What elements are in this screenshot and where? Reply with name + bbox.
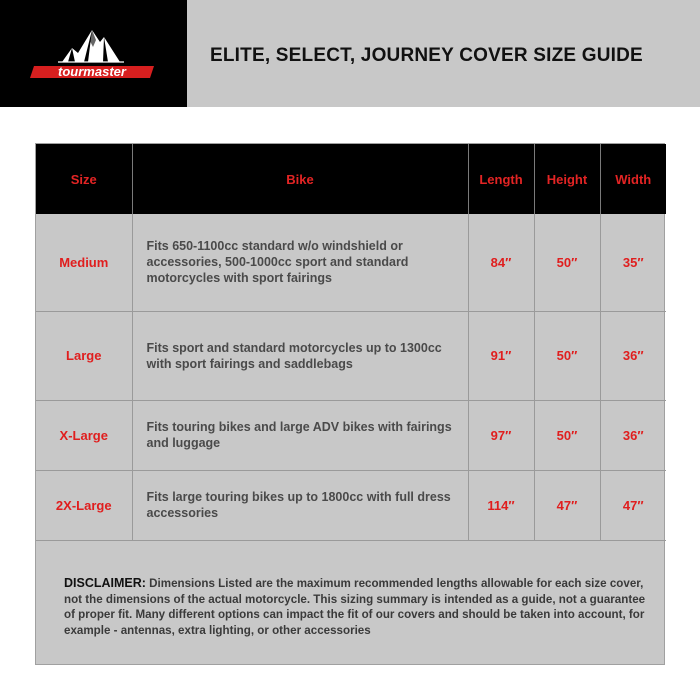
height-cell: 50″: [534, 400, 600, 470]
bike-cell: Fits 650-1100cc standard w/o windshield or accessories, 500-1000cc sport and standard motorcycles with sport fairings: [132, 214, 468, 311]
height-cell: 50″: [534, 311, 600, 400]
bike-cell: Fits large touring bikes up to 1800cc with full dress accessories: [132, 470, 468, 540]
width-cell: 36″: [600, 311, 666, 400]
bike-cell: Fits sport and standard motorcycles up to 1300cc with sport fairings and saddlebags: [132, 311, 468, 400]
table-header-row: [36, 144, 666, 214]
table-row: [36, 400, 666, 470]
length-cell: 114″: [468, 470, 534, 540]
column-header-width: Width: [600, 144, 666, 214]
size-cell: Large: [36, 311, 132, 400]
height-cell: 47″: [534, 470, 600, 540]
table-row: [36, 214, 666, 311]
length-cell: 84″: [468, 214, 534, 311]
column-header-bike: Bike: [132, 144, 468, 214]
size-cell: 2X-Large: [36, 470, 132, 540]
size-guide-table: [35, 143, 665, 665]
width-cell: 47″: [600, 470, 666, 540]
column-header-height: Height: [534, 144, 600, 214]
page-title: ELITE, SELECT, JOURNEY COVER SIZE GUIDE: [210, 45, 643, 66]
bike-cell: Fits touring bikes and large ADV bikes with fairings and luggage: [132, 400, 468, 470]
column-header-length: Length: [468, 144, 534, 214]
table-row: [36, 311, 666, 400]
mountain-logo-icon: [0, 0, 187, 107]
disclaimer-label: DISCLAIMER:: [64, 576, 146, 590]
width-cell: 35″: [600, 214, 666, 311]
height-cell: 50″: [534, 214, 600, 311]
header-bar: [0, 0, 700, 107]
length-cell: 97″: [468, 400, 534, 470]
column-header-size: Size: [36, 144, 132, 214]
logo-text: tourmaster: [58, 64, 126, 79]
table-row: [36, 470, 666, 540]
disclaimer-text: Dimensions Listed are the maximum recommended lengths allowable for each size cover, not the dimensions of the actual motorcycle. This sizing summary is intended as a guide, not a guarantee of proper fit. Many different options can impact the fit of our covers and should be taken into account, for example - antennas, extra lighting, or other accessories: [64, 577, 646, 637]
logo: [0, 0, 187, 107]
width-cell: 36″: [600, 400, 666, 470]
size-cell: X-Large: [36, 400, 132, 470]
size-cell: Medium: [36, 214, 132, 311]
length-cell: 91″: [468, 311, 534, 400]
disclaimer: [64, 576, 646, 638]
